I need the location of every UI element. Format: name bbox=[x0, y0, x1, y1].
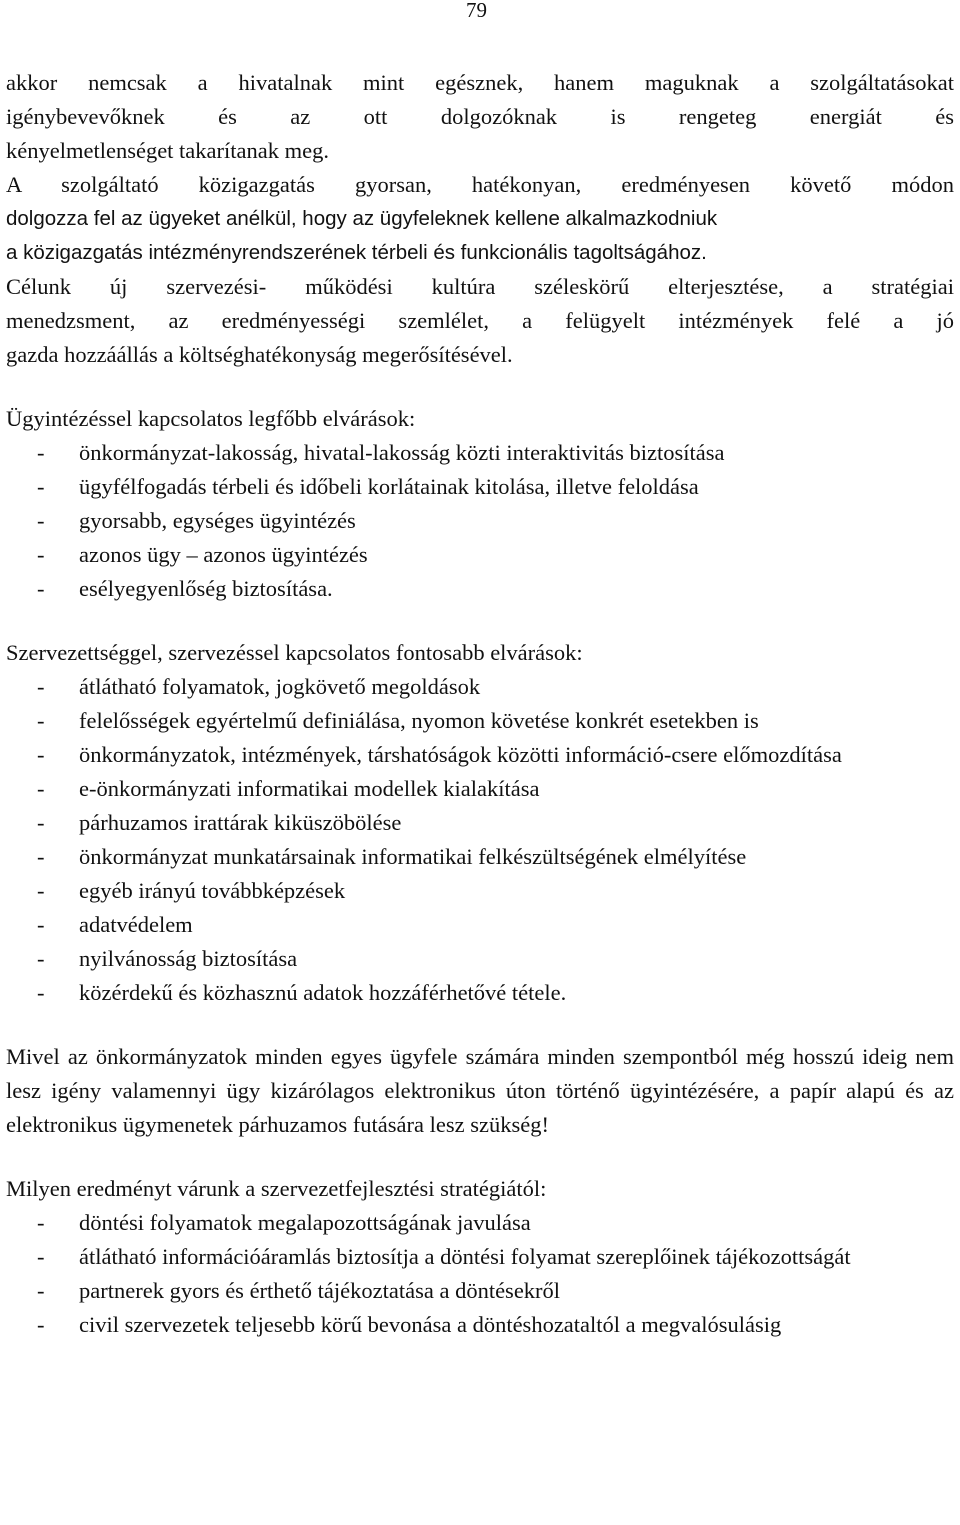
intro-line: akkor nemcsak a hivatalnak mint egésznek, hanem maguknak a szolgáltatásokat bbox=[6, 70, 954, 95]
list-item-text: közérdekű és közhasznú adatok hozzáférhetővé tétele. bbox=[79, 980, 567, 1005]
list-item bbox=[6, 874, 954, 908]
list-item-text: ügyfélfogadás térbeli és időbeli korlátainak kitolása, illetve feloldása bbox=[79, 474, 699, 499]
list-item-text: egyéb irányú továbbképzések bbox=[79, 878, 346, 903]
list-item-text: partnerek gyors és érthető tájékoztatása a döntésekről bbox=[79, 1278, 561, 1303]
page-number: 79 bbox=[466, 0, 487, 22]
goal-line: gazda hozzáállás a költséghatékonyság megerősítésével. bbox=[6, 342, 513, 367]
list-item-text: átlátható folyamatok, jogkövető megoldások bbox=[79, 674, 481, 699]
list-item bbox=[6, 738, 954, 772]
dash-marker: - bbox=[37, 1244, 45, 1269]
intro-line: igénybevevőknek és az ott dolgozóknak is rengeteg energiát és bbox=[6, 104, 954, 129]
list-item-text: önkormányzat-lakosság, hivatal-lakosság közti interaktivitás biztosítása bbox=[79, 440, 725, 465]
list-item bbox=[6, 704, 954, 738]
organisation-expectations-section bbox=[6, 636, 954, 1010]
section-heading: Ügyintézéssel kapcsolatos legfőbb elvárások: bbox=[6, 406, 416, 431]
list-item bbox=[6, 670, 954, 704]
list-item bbox=[6, 1274, 954, 1308]
expected-results-section bbox=[6, 1172, 954, 1342]
dash-marker: - bbox=[37, 440, 45, 465]
list-item-text: gyorsabb, egységes ügyintézés bbox=[79, 508, 356, 533]
list-item-text: azonos ügy – azonos ügyintézés bbox=[79, 542, 368, 567]
list-item-text: esélyegyenlőség biztosítása. bbox=[79, 576, 333, 601]
service-line: dolgozza fel az ügyeket anélkül, hogy az ügyfeleknek kellene alkalmazkodniuk bbox=[6, 207, 718, 230]
list-item bbox=[6, 504, 954, 538]
customer-expectations-section bbox=[6, 402, 954, 606]
dash-marker: - bbox=[37, 980, 45, 1005]
paragraph-text: Mivel az önkormányzatok minden egyes ügyfele számára minden szempontból még hosszú ideig nem lesz igény valamennyi ügy kizárólagos elektronikus úton történő ügyintézésére, a papír alapú és az elektronikus ügymenetek párhuzamos futására lesz szükség! bbox=[6, 1044, 954, 1137]
organisation-expectations-list bbox=[6, 670, 954, 1010]
list-item-text: adatvédelem bbox=[79, 912, 193, 937]
list-item bbox=[6, 538, 954, 572]
service-paragraph bbox=[6, 168, 954, 270]
service-line: A szolgáltató közigazgatás gyorsan, hatékonyan, eredményesen követő módon bbox=[6, 172, 954, 197]
list-item-text: civil szervezetek teljesebb körű bevonása a döntéshozataltól a megvalósulásig bbox=[79, 1312, 782, 1337]
dash-marker: - bbox=[37, 810, 45, 835]
section-heading: Szervezettséggel, szervezéssel kapcsolatos fontosabb elvárások: bbox=[6, 640, 583, 665]
list-item bbox=[6, 908, 954, 942]
dash-marker: - bbox=[37, 474, 45, 499]
dash-marker: - bbox=[37, 742, 45, 767]
list-item-text: önkormányzat munkatársainak informatikai felkészültségének elmélyítése bbox=[79, 844, 747, 869]
list-item bbox=[6, 976, 954, 1010]
intro-line: kényelmetlenséget takarítanak meg. bbox=[6, 138, 329, 163]
dash-marker: - bbox=[37, 844, 45, 869]
dash-marker: - bbox=[37, 542, 45, 567]
dash-marker: - bbox=[37, 878, 45, 903]
list-item-text: önkormányzatok, intézmények, társhatóságok közötti információ-csere előmozdítása bbox=[79, 742, 842, 767]
list-item bbox=[6, 1240, 954, 1274]
dash-marker: - bbox=[37, 674, 45, 699]
dash-marker: - bbox=[37, 576, 45, 601]
customer-expectations-list bbox=[6, 436, 954, 606]
list-item-text: átlátható információáramlás biztosítja a döntési folyamat szereplőinek tájékozottságát bbox=[79, 1244, 851, 1269]
dash-marker: - bbox=[37, 1210, 45, 1235]
dash-marker: - bbox=[37, 912, 45, 937]
list-item bbox=[6, 470, 954, 504]
list-item-text: felelősségek egyértelmű definiálása, nyomon követése konkrét esetekben is bbox=[79, 708, 759, 733]
intro-paragraph bbox=[6, 66, 954, 168]
list-item bbox=[6, 1308, 954, 1342]
dash-marker: - bbox=[37, 776, 45, 801]
list-item bbox=[6, 1206, 954, 1240]
list-item-text: döntési folyamatok megalapozottságának javulása bbox=[79, 1210, 531, 1235]
list-item bbox=[6, 840, 954, 874]
list-item-text: párhuzamos irattárak kiküszöbölése bbox=[79, 810, 402, 835]
list-item-text: e-önkormányzati informatikai modellek kialakítása bbox=[79, 776, 540, 801]
section-heading: Milyen eredményt várunk a szervezetfejlesztési stratégiától: bbox=[6, 1176, 547, 1201]
list-item-text: nyilvánosság biztosítása bbox=[79, 946, 298, 971]
service-line: a közigazgatás intézményrendszerének térbeli és funkcionális tagoltságához. bbox=[6, 241, 707, 264]
list-item bbox=[6, 436, 954, 470]
dash-marker: - bbox=[37, 508, 45, 533]
list-item bbox=[6, 806, 954, 840]
dash-marker: - bbox=[37, 1312, 45, 1337]
expected-results-list bbox=[6, 1206, 954, 1342]
parallel-processing-paragraph bbox=[6, 1040, 954, 1142]
goal-line: menedzsment, az eredményességi szemlélet, a felügyelt intézmények felé a jó bbox=[6, 308, 954, 333]
list-item bbox=[6, 572, 954, 606]
goal-line: Célunk új szervezési- működési kultúra széleskörű elterjesztése, a stratégiai bbox=[6, 274, 954, 299]
dash-marker: - bbox=[37, 946, 45, 971]
dash-marker: - bbox=[37, 1278, 45, 1303]
document-body bbox=[6, 66, 954, 1342]
dash-marker: - bbox=[37, 708, 45, 733]
list-item bbox=[6, 772, 954, 806]
list-item bbox=[6, 942, 954, 976]
goal-paragraph bbox=[6, 270, 954, 372]
